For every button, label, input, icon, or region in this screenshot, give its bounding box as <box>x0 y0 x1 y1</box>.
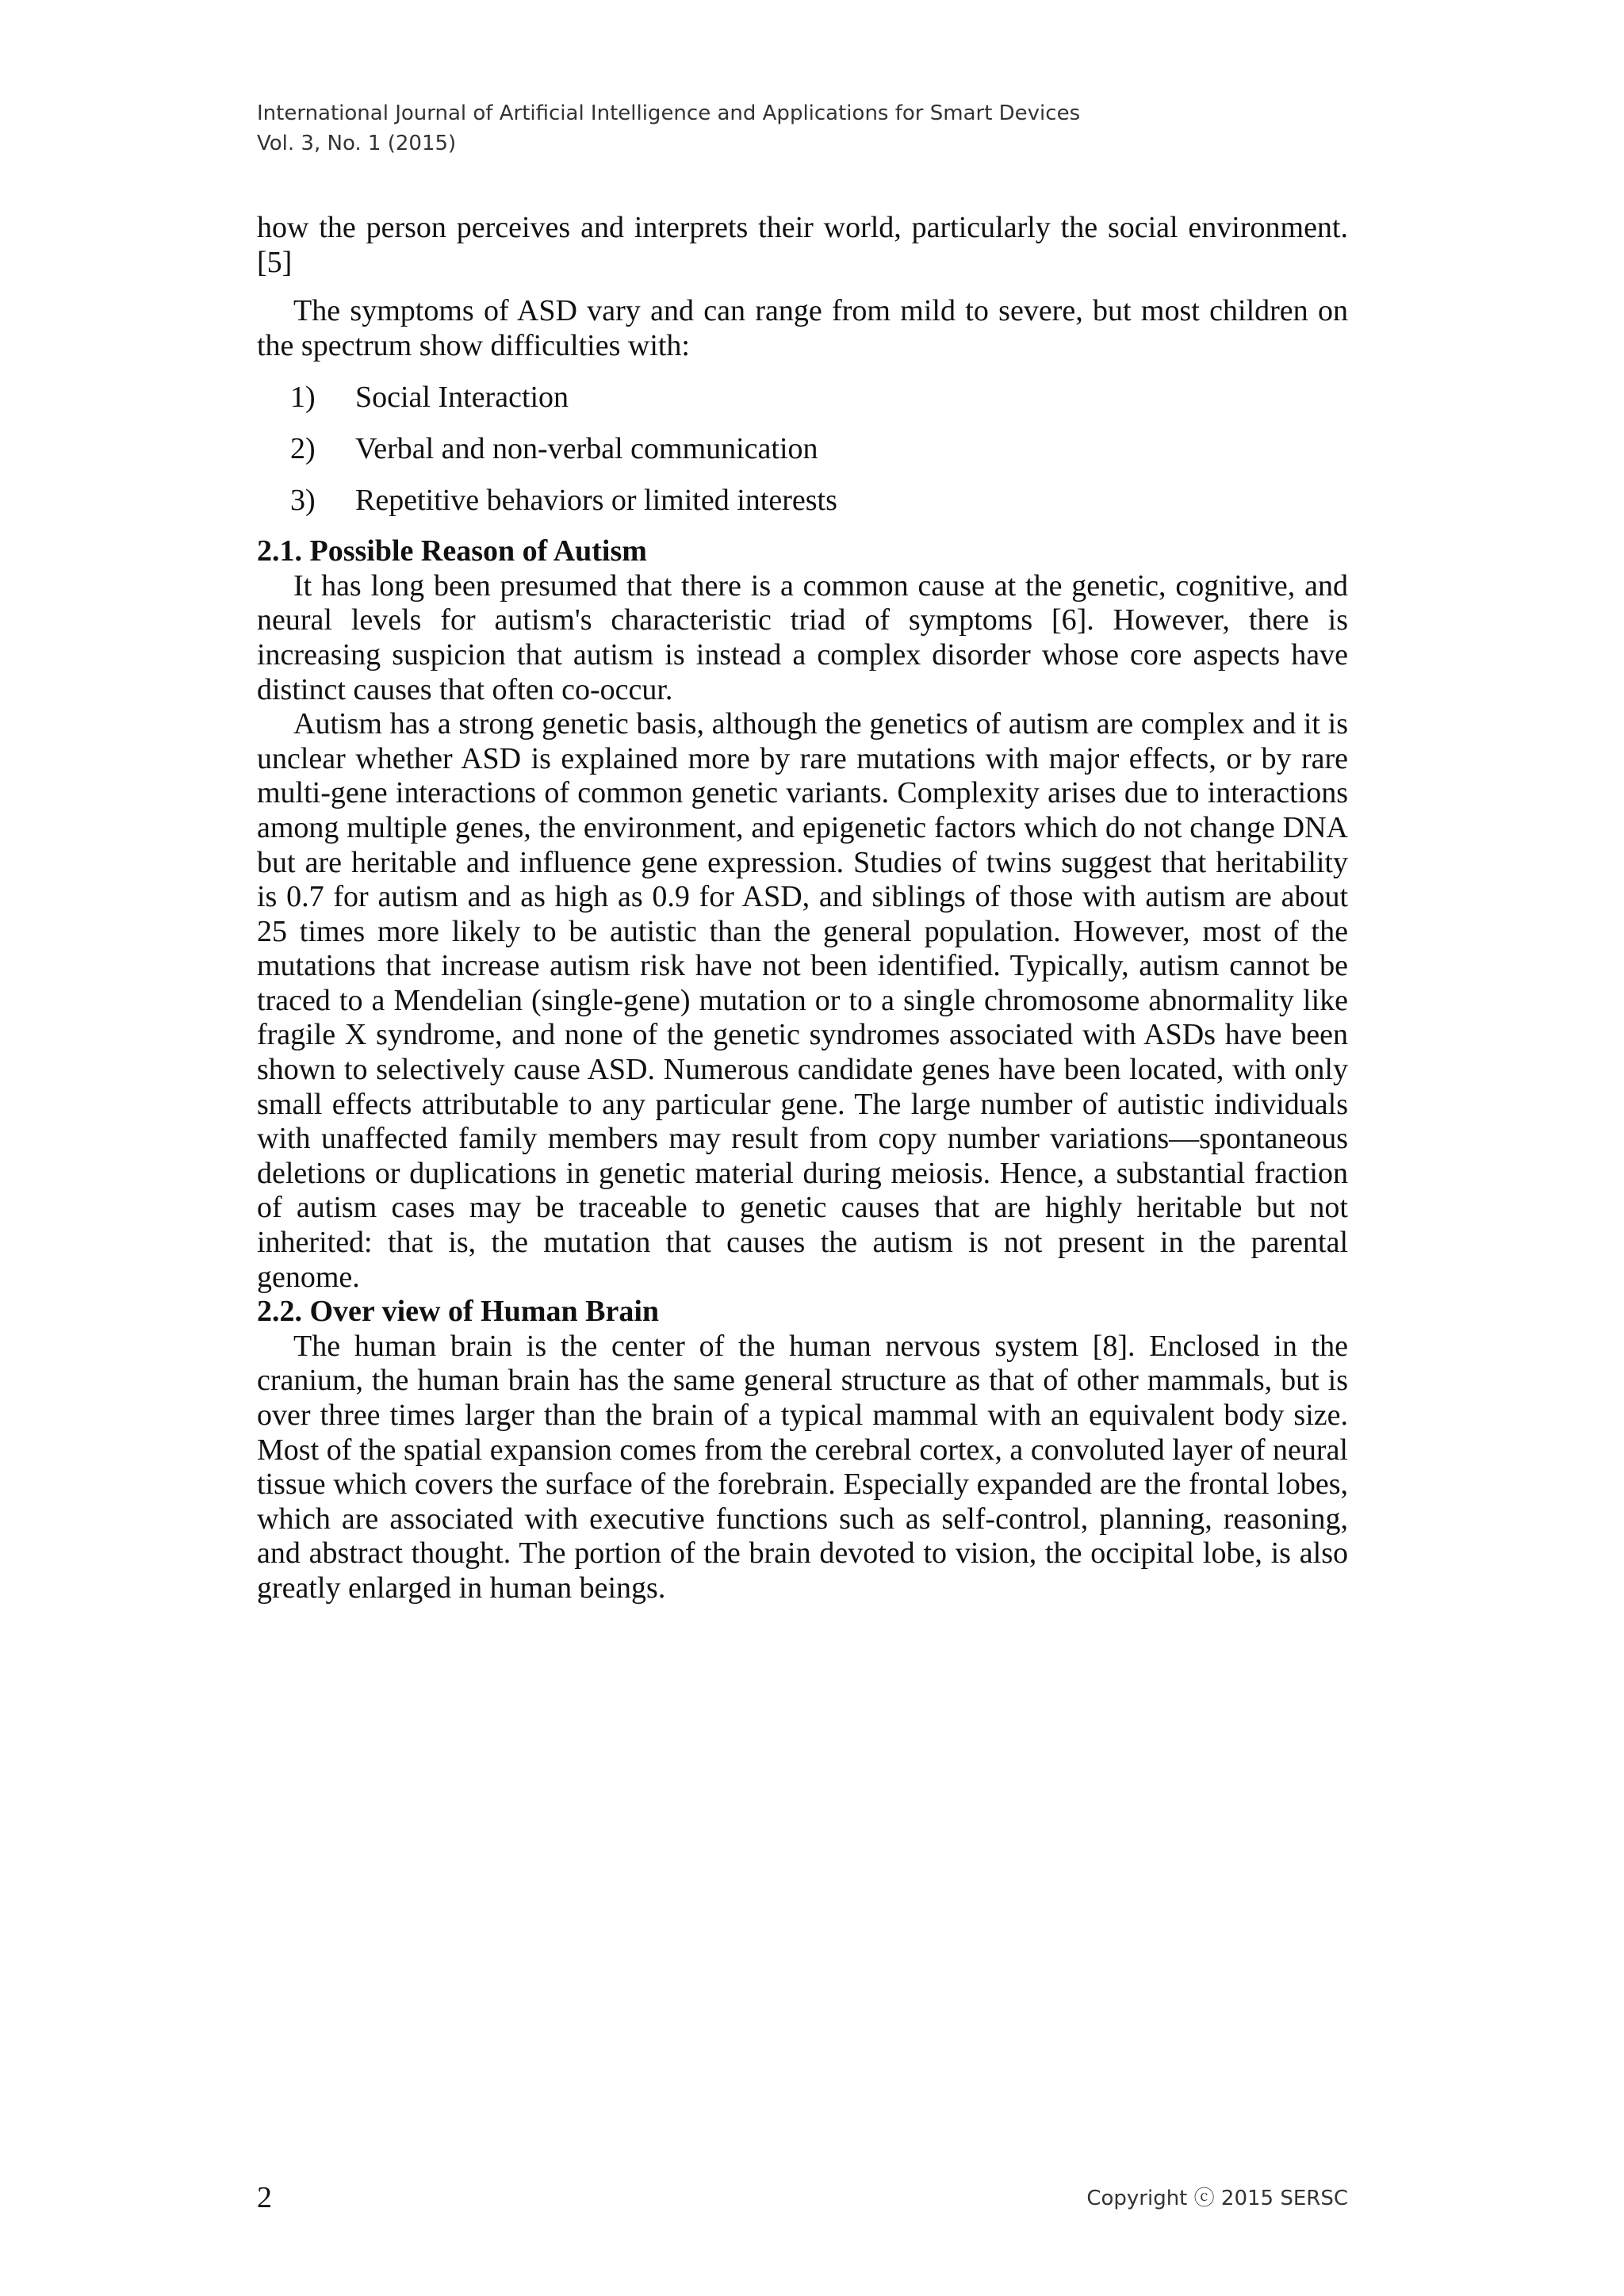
list-item <box>257 484 1348 519</box>
list-item-number: 3) <box>290 483 316 517</box>
paragraph: The human brain is the center of the human nervous system [8]. Enclosed in the cranium, the human brain has the same general structure as that of other mammals, but is over three times larger than the brain of a typical mammal with an equivalent body size. Most of the spatial expansion comes from the cerebral cortex, a convoluted layer of neural tissue which covers the surface of the forebrain. Especially expanded are the frontal lobes, which are associated with executive functions such as self-control, planning, reasoning, and abstract thought. The portion of the brain devoted to vision, the occipital lobe, is also greatly enlarged in human beings. <box>257 1329 1348 1605</box>
paragraph: It has long been presumed that there is a common cause at the genetic, cognitive, and neural levels for autism's characteristic triad of symptoms [6]. However, there is increasing suspicion that autism is instead a complex disorder whose core aspects have distinct causes that often co-occur. <box>257 568 1348 706</box>
list-item-number: 1) <box>290 381 316 415</box>
list-item <box>257 381 1348 415</box>
paragraph-continued: how the person perceives and interprets their world, particularly the social environment. [5] <box>257 211 1348 279</box>
list-item-number: 2) <box>290 431 316 465</box>
section-heading-human-brain: 2.2. Over view of Human Brain <box>257 1295 660 1329</box>
list-item-text: Social Interaction <box>355 381 569 415</box>
section-heading-possible-reason: 2.1. Possible Reason of Autism <box>257 534 647 568</box>
copyright-notice: Copyright ⓒ 2015 SERSC <box>1086 2187 1348 2210</box>
paragraph-symptoms: The symptoms of ASD vary and can range from mild to severe, but most children on the spectrum show difficulties with: <box>257 294 1348 362</box>
list-item-text: Repetitive behaviors or limited interests <box>355 483 837 517</box>
list-item <box>257 432 1348 467</box>
paragraph: Autism has a strong genetic basis, although the genetics of autism are complex and it is unclear whether ASD is explained more by rare mutations with major effects, or by rare multi-gene interactions of common genetic variants. Complexity arises due to interactions among multiple genes, the environment, and epigenetic factors which do not change DNA but are heritable and influence gene expression. Studies of twins suggest that heritability is 0.7 for autism and as high as 0.9 for ASD, and siblings of those with autism are about 25 times more likely to be autistic than the general population. However, most of the mutations that increase autism risk have not been identified. Typically, autism cannot be traced to a Mendelian (single-gene) mutation or to a single chromosome abnormality like fragile X syndrome, and none of the genetic syndromes associated with ASDs have been shown to selectively cause ASD. Numerous candidate genes have been located, with only small effects attributable to any particular gene. The large number of autistic individuals with unaffected family members may result from copy number variations—spontaneous deletions or duplications in genetic material during meiosis. Hence, a substantial fraction of autism cases may be traceable to genetic causes that are highly heritable but not inherited: that is, the mutation that causes the autism is not present in the parental genome. <box>257 707 1348 1294</box>
page-number: 2 <box>257 2181 272 2214</box>
journal-title: International Journal of Artificial Intelligence and Applications for Smart Devices <box>257 101 1081 125</box>
list-item-text: Verbal and non-verbal communication <box>355 431 818 465</box>
running-header <box>257 98 1080 159</box>
symptom-list <box>257 381 1348 518</box>
journal-volume: Vol. 3, No. 1 (2015) <box>257 132 457 155</box>
page-content <box>257 211 1348 1606</box>
